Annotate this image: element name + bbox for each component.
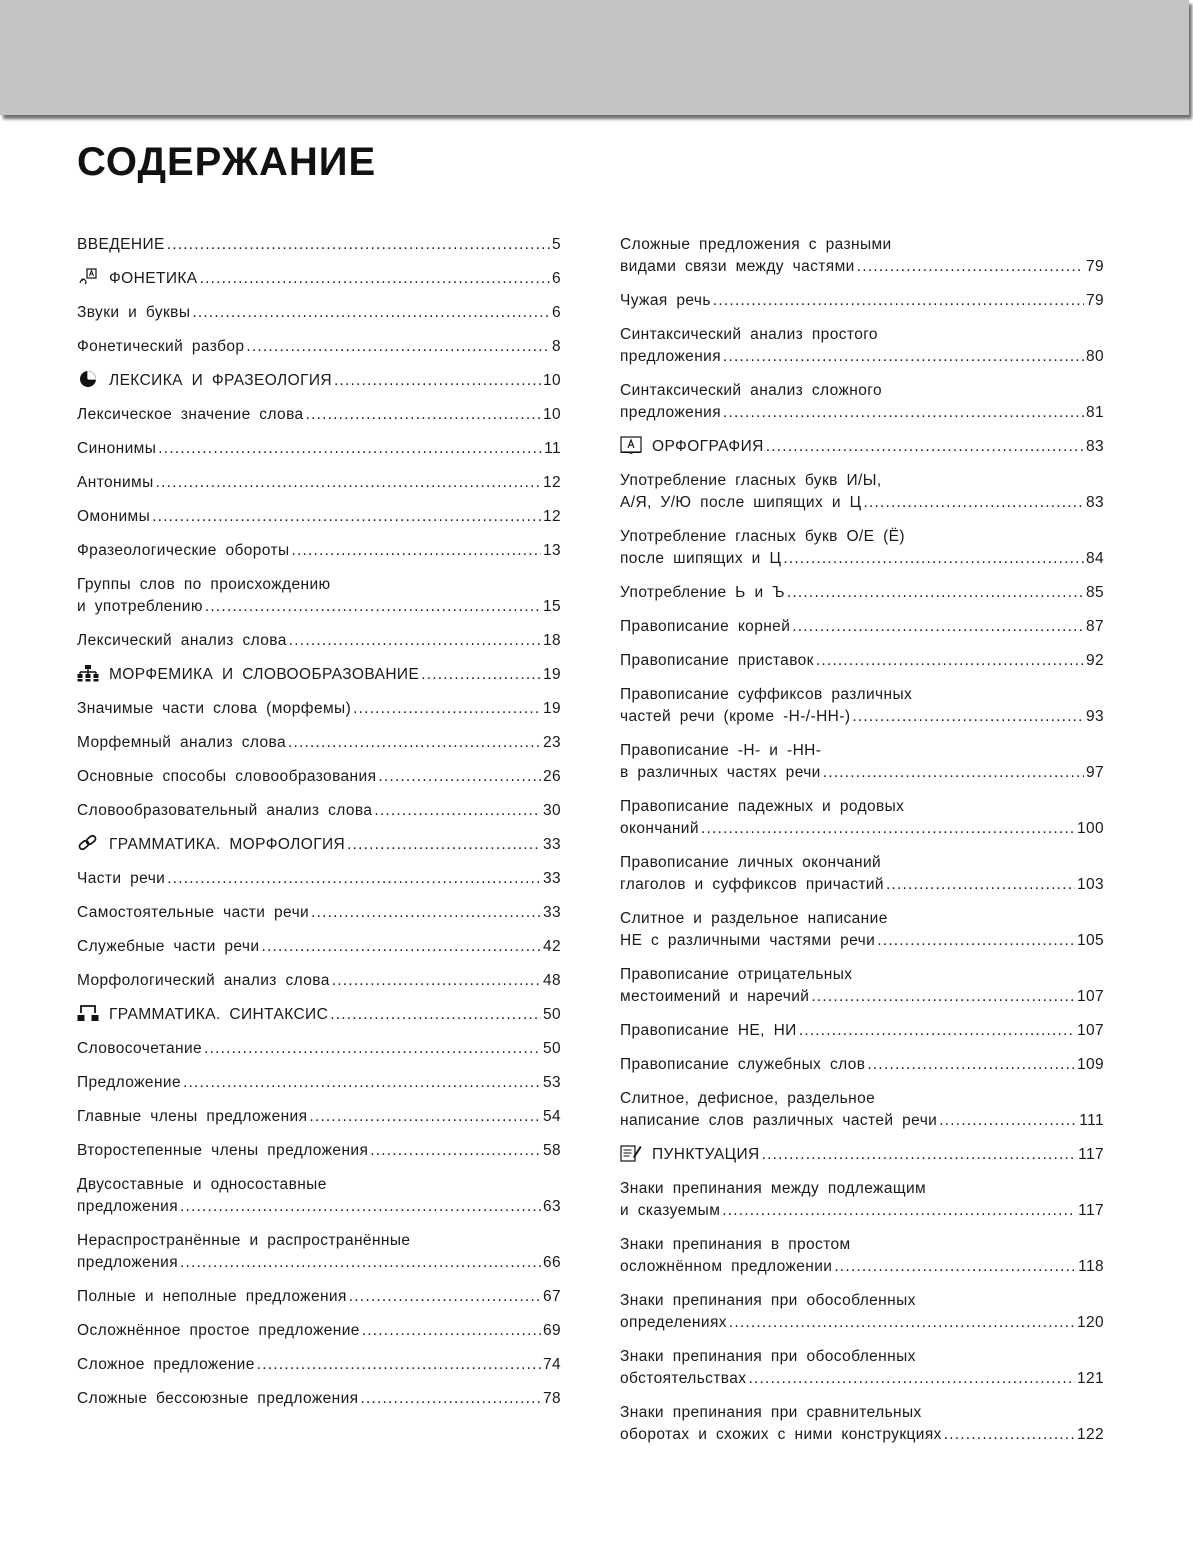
toc-entry-title: Правописание служебных слов [620, 1056, 866, 1073]
page-number: 63 [542, 1198, 561, 1215]
dot-leader [334, 370, 541, 392]
page-number: 87 [1085, 618, 1104, 635]
toc-entry-title: предложения [620, 348, 722, 365]
page-number: 118 [1078, 1258, 1104, 1275]
toc-entry-title-line: Употребление гласных букв И/Ы, [620, 472, 882, 489]
toc-entry-title: глаголов и суффиксов причастий [620, 876, 884, 893]
page-number: 50 [542, 1040, 561, 1057]
dot-leader [152, 506, 541, 528]
dot-leader [200, 268, 550, 290]
toc-entry [620, 740, 1104, 784]
toc-entry [77, 506, 561, 528]
dot-leader [852, 706, 1084, 728]
toc-entry [77, 1038, 561, 1060]
dot-leader [306, 404, 541, 426]
toc-entry [620, 1346, 1104, 1390]
section-title: ЛЕКСИКА И ФРАЗЕОЛОГИЯ [109, 372, 333, 389]
dot-leader [766, 436, 1084, 458]
dot-leader [722, 1200, 1076, 1222]
page-number: 97 [1085, 764, 1104, 781]
page-number: 100 [1076, 820, 1104, 837]
page-number: 12 [542, 474, 561, 491]
toc-entry-title: Омонимы [77, 508, 151, 525]
toc-entry [77, 540, 561, 562]
toc-entry-title: А/Я, У/Ю после шипящих и Ц [620, 494, 862, 511]
dot-leader [867, 1054, 1075, 1076]
page-number: 26 [542, 768, 561, 785]
dot-leader [332, 970, 541, 992]
page-number: 67 [542, 1288, 561, 1305]
toc-section-heading [620, 1144, 1104, 1166]
toc-entry-title: и сказуемым [620, 1202, 721, 1219]
toc-entry-title: Правописание приставок [620, 652, 814, 669]
dot-leader [362, 1320, 541, 1342]
dot-leader [156, 472, 541, 494]
toc-entry-title-line: Слитное и раздельное написание [620, 910, 888, 927]
section-title: ГРАММАТИКА. СИНТАКСИС [109, 1006, 329, 1023]
bracket-blocks-icon [77, 1004, 99, 1022]
toc-entry [77, 472, 561, 494]
dot-leader [246, 336, 550, 358]
dot-leader [723, 346, 1084, 368]
dot-leader [378, 766, 541, 788]
dot-leader [292, 540, 541, 562]
toc-entry-title: Правописание корней [620, 618, 791, 635]
toc-entry [77, 732, 561, 754]
toc-entry-title: Словообразовательный анализ слова [77, 802, 373, 819]
section-title: МОРФЕМИКА И СЛОВООБРАЗОВАНИЕ [109, 666, 420, 683]
toc-entry [77, 766, 561, 788]
dot-leader [370, 1140, 541, 1162]
toc-entry-title: Словосочетание [77, 1040, 203, 1057]
page-number: 12 [542, 508, 561, 525]
page-number: 107 [1076, 988, 1104, 1005]
dot-leader [289, 630, 541, 652]
toc-entry-title: Сложные бессоюзные предложения [77, 1390, 359, 1407]
page-number: 50 [542, 1006, 561, 1023]
toc-entry-title-line: Синтаксический анализ простого [620, 326, 878, 343]
toc-entry [620, 650, 1104, 672]
dot-leader [748, 1368, 1074, 1390]
dot-leader [261, 936, 541, 958]
page-number: 6 [551, 304, 561, 321]
dot-leader [939, 1110, 1077, 1132]
page-number: 33 [542, 836, 561, 853]
page-number: 54 [542, 1108, 561, 1125]
toc-section-heading [77, 1004, 561, 1026]
toc-entry-title: Лексическое значение слова [77, 406, 304, 423]
toc-entry-title-line: Правописание отрицательных [620, 966, 853, 983]
toc-entry-title-line: Правописание -Н- и -НН- [620, 742, 822, 759]
toc-entry-title: Синонимы [77, 440, 157, 457]
page-number: 111 [1079, 1112, 1104, 1129]
page-number: 13 [542, 542, 561, 559]
page-number: 117 [1078, 1202, 1104, 1219]
section-title: ФОНЕТИКА [109, 270, 198, 287]
dot-leader [330, 1004, 541, 1026]
toc-entry-title: Полные и неполные предложения [77, 1288, 347, 1305]
page-number: 23 [542, 734, 561, 751]
page-number: 8 [551, 338, 561, 355]
toc-entry [620, 684, 1104, 728]
page-number: 109 [1076, 1056, 1104, 1073]
toc-entry [77, 902, 561, 924]
toc-entry [77, 1320, 561, 1342]
toc-entry-title: Фонетический разбор [77, 338, 245, 355]
page-number: 120 [1076, 1314, 1104, 1331]
page-number: 80 [1085, 348, 1104, 365]
toc-entry [77, 302, 561, 324]
dot-leader [729, 1312, 1075, 1334]
toc-entry-title: Предложение [77, 1074, 181, 1091]
dot-leader [723, 402, 1084, 424]
toc-entry [620, 234, 1104, 278]
toc-entry [620, 290, 1104, 312]
page-number: 69 [542, 1322, 561, 1339]
toc-entry [620, 1402, 1104, 1446]
toc-entry-title-line: Слитное, дефисное, раздельное [620, 1090, 876, 1107]
toc-entry-title: предложения [620, 404, 722, 421]
toc-entry-title-line: Знаки препинания в простом [620, 1236, 851, 1253]
toc-section-heading [77, 370, 561, 392]
toc-section-heading [77, 268, 561, 290]
page-number: 19 [542, 700, 561, 717]
page-number: 66 [542, 1254, 561, 1271]
dot-leader [309, 1106, 541, 1128]
dot-leader [204, 1038, 541, 1060]
dot-leader [158, 438, 542, 460]
dot-leader [701, 818, 1075, 840]
dot-leader [816, 650, 1084, 672]
dot-leader [823, 762, 1084, 784]
toc-entry-title: частей речи (кроме -Н-/-НН-) [620, 708, 851, 725]
toc-entry-title: предложения [77, 1254, 179, 1271]
page-number: 10 [542, 406, 561, 423]
page-number: 121 [1076, 1370, 1104, 1387]
section-title: ОРФОГРАФИЯ [652, 438, 764, 455]
toc-entry [77, 1354, 561, 1376]
page-number: 74 [542, 1356, 561, 1373]
dot-leader [783, 548, 1084, 570]
toc-entry-title: и употреблению [77, 598, 203, 615]
page-number: 85 [1085, 584, 1104, 601]
toc-entry-title: обстоятельствах [620, 1370, 747, 1387]
page-number: 30 [542, 802, 561, 819]
section-title: ГРАММАТИКА. МОРФОЛОГИЯ [109, 836, 346, 853]
toc-entry-title-line: Правописание суффиксов различных [620, 686, 913, 703]
toc-entry-title: местоимений и наречий [620, 988, 810, 1005]
toc-entry [620, 1290, 1104, 1334]
toc-entry [620, 1054, 1104, 1076]
page-number: 105 [1076, 932, 1104, 949]
toc-entry [77, 936, 561, 958]
dot-leader [374, 800, 541, 822]
toc-entry [620, 582, 1104, 604]
toc-entry-title: оборотах и схожих с ними конструкциях [620, 1426, 942, 1443]
toc-entry-title: Звуки и буквы [77, 304, 191, 321]
page-number: 33 [542, 904, 561, 921]
dot-leader [713, 290, 1084, 312]
dot-leader [349, 1286, 541, 1308]
toc-entry-title-line: Знаки препинания при обособленных [620, 1348, 916, 1365]
toc-entry-title: Лексический анализ слова [77, 632, 287, 649]
dot-leader [811, 986, 1075, 1008]
toc-entry-title-line: Нераспространённые и распространённые [77, 1232, 411, 1249]
toc-section-heading [620, 436, 1104, 458]
toc-entry [77, 1106, 561, 1128]
toc-right-column [620, 234, 1104, 1458]
toc-entry-title: в различных частях речи [620, 764, 821, 781]
toc-entry-title: Значимые части слова (морфемы) [77, 700, 352, 717]
toc-entry-title-line: Знаки препинания при сравнительных [620, 1404, 922, 1421]
toc-entry [77, 868, 561, 890]
toc-left-column [77, 234, 561, 1422]
toc-entry [620, 1178, 1104, 1222]
dot-leader [288, 732, 541, 754]
toc-entry [77, 404, 561, 426]
page-number: 33 [542, 870, 561, 887]
page-number: 103 [1076, 876, 1104, 893]
page-number: 79 [1085, 258, 1104, 275]
toc-entry-title: Самостоятельные части речи [77, 904, 310, 921]
toc-entry [77, 970, 561, 992]
page-number: 53 [542, 1074, 561, 1091]
toc-entry [620, 1088, 1104, 1132]
hierarchy-icon [77, 664, 99, 682]
toc-entry-title-line: Двусоставные и односоставные [77, 1176, 327, 1193]
dot-leader [257, 1354, 541, 1376]
toc-entry-title: предложения [77, 1198, 179, 1215]
toc-entry-title: Сложное предложение [77, 1356, 255, 1373]
dot-leader [311, 902, 541, 924]
dot-leader [421, 664, 541, 686]
toc-entry [620, 1020, 1104, 1042]
pie-chart-icon [77, 370, 99, 388]
page-title: СОДЕРЖАНИЕ [77, 140, 377, 184]
toc-entry-title: Второстепенные члены предложения [77, 1142, 369, 1159]
toc-entry [620, 796, 1104, 840]
toc-entry-title: Антонимы [77, 474, 154, 491]
dot-leader [205, 596, 541, 618]
toc-section-heading [77, 664, 561, 686]
header-bar [0, 0, 1189, 115]
toc-entry-title: Осложнённое простое предложение [77, 1322, 360, 1339]
toc-entry [77, 1286, 561, 1308]
toc-entry [620, 616, 1104, 638]
dot-leader [180, 1252, 541, 1274]
toc-entry-title: написание слов различных частей речи [620, 1112, 938, 1129]
page-number: 79 [1085, 292, 1104, 309]
page-number: 5 [551, 236, 561, 253]
page-number: 92 [1085, 652, 1104, 669]
toc-entry-title-line: Синтаксический анализ сложного [620, 382, 882, 399]
toc-entry-title: после шипящих и Ц [620, 550, 782, 567]
toc-entry [77, 234, 561, 256]
page-number: 84 [1085, 550, 1104, 567]
dot-leader [863, 492, 1083, 514]
toc-entry-title: осложнённом предложении [620, 1258, 833, 1275]
page-number: 48 [542, 972, 561, 989]
toc-entry [77, 1388, 561, 1410]
dot-leader [792, 616, 1084, 638]
dot-leader [886, 874, 1075, 896]
toc-section-heading [77, 834, 561, 856]
section-title: ПУНКТУАЦИЯ [652, 1146, 760, 1163]
toc-entry [620, 324, 1104, 368]
dot-leader [762, 1144, 1076, 1166]
toc-entry [620, 964, 1104, 1008]
toc-entry-title: Фразеологические обороты [77, 542, 290, 559]
toc-entry-title: НЕ с различными частями речи [620, 932, 876, 949]
dot-leader [167, 868, 541, 890]
dot-leader [857, 256, 1084, 278]
toc-entry [77, 698, 561, 720]
toc-entry [77, 336, 561, 358]
toc-entry [77, 800, 561, 822]
toc-entry [620, 1234, 1104, 1278]
dot-leader [167, 234, 550, 256]
toc-entry [77, 1072, 561, 1094]
toc-entry-title: Чужая речь [620, 292, 711, 309]
toc-entry-title: Главные члены предложения [77, 1108, 308, 1125]
toc-entry-title-line: Употребление гласных букв О/Е (Ё) [620, 528, 905, 545]
page-number: 6 [551, 270, 561, 287]
toc-entry-title: определениях [620, 1314, 727, 1331]
dot-leader [347, 834, 541, 856]
page-number: 78 [542, 1390, 561, 1407]
page-number: 107 [1076, 1022, 1104, 1039]
phonetics-icon [77, 268, 99, 286]
dot-leader [799, 1020, 1075, 1042]
toc-entry [620, 526, 1104, 570]
toc-entry [620, 852, 1104, 896]
toc-entry-title: Служебные части речи [77, 938, 260, 955]
toc-entry [77, 1230, 561, 1274]
toc-entry-title-line: Группы слов по происхождению [77, 576, 331, 593]
toc-entry [77, 630, 561, 652]
page-number: 19 [542, 666, 561, 683]
page-number: 122 [1076, 1426, 1104, 1443]
page-number: 117 [1078, 1146, 1104, 1163]
dot-leader [944, 1424, 1075, 1446]
dot-leader [353, 698, 541, 720]
dot-leader [192, 302, 550, 324]
toc-entry-title-line: Знаки препинания при обособленных [620, 1292, 916, 1309]
toc-entry [77, 438, 561, 460]
toc-entry [620, 908, 1104, 952]
toc-entry-title: видами связи между частями [620, 258, 855, 275]
page-number: 58 [542, 1142, 561, 1159]
toc-entry-title-line: Правописание личных окончаний [620, 854, 882, 871]
dot-leader [834, 1256, 1076, 1278]
notepad-pen-icon [620, 1144, 642, 1162]
toc-entry-title-line: Правописание падежных и родовых [620, 798, 905, 815]
toc-entry [620, 380, 1104, 424]
toc-entry [77, 574, 561, 618]
page-number: 11 [544, 440, 561, 457]
dot-leader [360, 1388, 541, 1410]
page-number: 83 [1085, 494, 1104, 511]
toc-entry-title: Части речи [77, 870, 166, 887]
book-icon [620, 436, 642, 454]
page-number: 93 [1085, 708, 1104, 725]
toc-entry-title: Морфемный анализ слова [77, 734, 287, 751]
toc-entry [77, 1140, 561, 1162]
dot-leader [877, 930, 1075, 952]
toc-entry-title-line: Сложные предложения с разными [620, 236, 892, 253]
toc-entry [620, 470, 1104, 514]
chain-link-icon [77, 834, 99, 852]
page-number: 81 [1085, 404, 1104, 421]
toc-entry-title: Правописание НЕ, НИ [620, 1022, 797, 1039]
dot-leader [787, 582, 1084, 604]
toc-entry-title: ВВЕДЕНИЕ [77, 236, 165, 253]
page-number: 18 [542, 632, 561, 649]
toc-entry-title: Основные способы словообразования [77, 768, 377, 785]
toc-entry-title: Употребление Ь и Ъ [620, 584, 785, 601]
toc-entry-title: окончаний [620, 820, 699, 837]
page-number: 15 [542, 598, 561, 615]
toc-entry [77, 1174, 561, 1218]
dot-leader [180, 1196, 541, 1218]
page-number: 10 [542, 372, 561, 389]
page-number: 83 [1085, 438, 1104, 455]
toc-entry-title: Морфологический анализ слова [77, 972, 330, 989]
page-number: 42 [542, 938, 561, 955]
toc-entry-title-line: Знаки препинания между подлежащим [620, 1180, 927, 1197]
dot-leader [183, 1072, 541, 1094]
